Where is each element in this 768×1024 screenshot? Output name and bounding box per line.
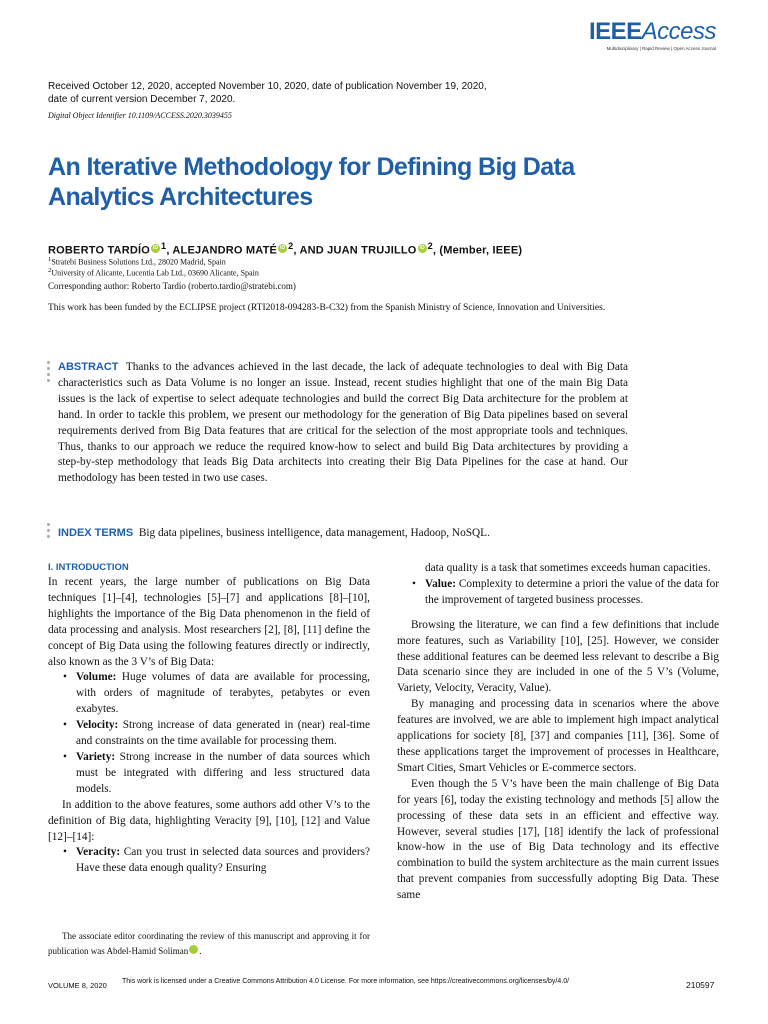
list-item-text: Huge volumes of data are available for processing, with orders of magnitude of terabytes, petabytes or even exabytes. <box>76 671 370 716</box>
orcid-icon[interactable]: iD <box>152 245 159 251</box>
paragraph: In addition to the above features, some authors add other V’s to the definition of Big data, highlighting Veracity [9], [10], [12] and Value [12]–[14]: <box>48 798 370 843</box>
feature-list <box>48 670 370 797</box>
dates-line-1: Received October 12, 2020, accepted November 10, 2020, date of publication November 19, 2020, <box>48 81 487 92</box>
editor-footnote: The associate editor coordinating the review of this manuscript and approving it for publication was Abdel-Hamid Soliman iD. <box>48 931 370 956</box>
orcid-icon[interactable]: iD <box>419 245 425 251</box>
author-1: ROBERTO TARDÍO <box>48 244 151 257</box>
abstract-label: ABSTRACT <box>58 361 119 373</box>
list-item-text: Strong increase in the number of data sources which must be integrated with differing and less structured data models. <box>76 750 370 795</box>
orcid-icon[interactable]: iD <box>279 245 286 251</box>
list-item-term: Velocity: <box>76 719 119 732</box>
footer-license[interactable]: This work is licensed under a Creative Commons Attribution 4.0 License. For more information, see https://creativecommons.org/licenses/by/4.0/ <box>122 978 570 985</box>
author-3-affil: 2 <box>427 241 433 251</box>
doi: Digital Object Identifier 10.1109/ACCESS.2020.3039455 <box>48 111 232 120</box>
affiliation-1-number: 1 <box>48 256 52 263</box>
feature-list <box>48 845 370 877</box>
journal-logo <box>589 20 716 51</box>
author-3: , AND JUAN TRUJILLO <box>293 244 417 257</box>
logo-access: Access <box>641 18 716 45</box>
paragraph: By managing and processing data in scenarios where the above features are involved, we are able to implement high impact analytical applications for society [8], [37] and companies [11], [36]. Some of these applications target the improvement of processes in Healthcare, Smart Cities, Smart Vehicles or E-commerce sectors. <box>397 698 719 774</box>
abstract <box>58 360 628 487</box>
list-item-term: Veracity: <box>76 846 121 859</box>
corresponding-author: Corresponding author: Roberto Tardío (roberto.tardio@stratebi.com) <box>48 281 296 291</box>
list-item <box>425 577 719 609</box>
logo-ieee: IEEE <box>588 18 642 45</box>
list-item <box>76 718 370 750</box>
footer-volume: VOLUME 8, 2020 <box>48 981 107 990</box>
list-item-continued <box>425 561 719 577</box>
index-terms-text: Big data pipelines, business intelligence, data management, Hadoop, NoSQL. <box>138 527 490 539</box>
index-terms-marker <box>47 523 50 541</box>
affiliation-1 <box>48 256 226 267</box>
index-terms-label: INDEX TERMS <box>58 527 134 539</box>
author-3-membership: , (Member, IEEE) <box>432 244 523 257</box>
list-item-term: Value: <box>425 577 456 590</box>
affiliation-2-number: 2 <box>48 267 52 274</box>
author-1-affil: 1 <box>161 241 167 251</box>
dates-line-2: date of current version December 7, 2020. <box>48 94 236 105</box>
list-item <box>76 750 370 798</box>
author-list <box>48 241 522 257</box>
footnote-text: The associate editor coordinating the review of this manuscript and approving it for publication was Abdel-Hamid Soliman <box>48 931 370 956</box>
affiliation-2 <box>48 267 259 278</box>
list-item-text: Complexity to determine a priori the value of the data for the improvement of targeted business processes. <box>425 577 719 606</box>
paragraph: Even though the 5 V’s have been the main challenge of Big Data for years [6], today the existing technology and methods [5] allow the processing of these data sets in an efficient and effective way. However, several studies [17], [18] identify the lack of professional know-how in the use of Big Data technology and its effective combination to build the system architecture as the main current issues that prevent companies from successfully adopting Big Data. These same <box>397 777 719 902</box>
list-item-term: Volume: <box>76 671 117 684</box>
paper-title: An Iterative Methodology for Defining Big Data Analytics Architectures <box>48 153 575 211</box>
feature-list <box>397 561 719 609</box>
affiliation-1-text: Stratebi Business Solutions Ltd., 28020 Madrid, Spain <box>51 257 226 267</box>
list-item <box>76 670 370 718</box>
paragraph: Browsing the literature, we can find a few definitions that include more features, such as Variability [10], [25]. However, we consider these additional features can be deemed less relevant to describe a Big Data scenario since they are included in one of the 5 V’s (Volume, Variety, Velocity, Veracity, Value). <box>397 618 719 695</box>
funding-note: This work has been funded by the ECLIPSE project (RTI2018-094283-B-C32) from the Spanish Ministry of Science, Innovation and Universities. <box>48 303 606 313</box>
orcid-icon[interactable]: iD <box>189 945 198 954</box>
body-column-2 <box>397 561 719 904</box>
list-item-text: data quality is a task that sometimes exceeds human capacities. <box>425 562 711 574</box>
footer-page-number: 210597 <box>686 980 715 990</box>
logo-tagline: Multidisciplinary | Rapid Review | Open Access Journal <box>606 46 716 51</box>
abstract-text: Thanks to the advances achieved in the last decade, the lack of adequate technologies to deal with Big Data characteristics such as Data Volume is no longer an issue. Instead, recent studies highlight that one of the main Big Data issues is the lack of expertise to select adequate technologies and build the correct Big Data architecture for the problem at hand. In order to tackle this problem, we present our methodology for the generation of Big Data pipelines based on several requirements derived from Big Data features that are critical for the selection of the most appropriate tools and techniques. Thus, thanks to our approach we reduce the required know-how to select and build Big Data architectures by providing a step-by-step methodology that leads Big Data architects into creating their Big Data Pipelines for the case at hand. Our methodology has been tested in two use cases. <box>58 361 628 485</box>
affiliation-2-text: University of Alicante, Lucentia Lab Ltd., 03690 Alicante, Spain <box>51 268 259 278</box>
author-2-affil: 2 <box>288 241 294 251</box>
body-column-1 <box>48 561 370 877</box>
author-2: , ALEJANDRO MATÉ <box>166 244 278 257</box>
paragraph: In recent years, the large number of publications on Big Data techniques [1]–[4], technologies [5]–[7] and applications [8]–[10], highlights the importance of the Big Data phenomenon in the field of data processing and analysis. Most researchers [2], [8], [11] define the concept of Big Data using the following features directly or indirectly, also known as the 3 V’s of Big Data: <box>48 576 370 668</box>
abstract-marker <box>47 361 50 385</box>
section-heading: I. INTRODUCTION <box>48 562 129 573</box>
publication-dates <box>48 80 508 106</box>
list-item-text: Strong increase of data generated in (near) real-time and constraints on the time available for processing them. <box>76 719 370 748</box>
list-item <box>76 845 370 877</box>
list-item-text: Can you trust in selected data sources and providers? Have these data enough quality? Ensuring <box>76 846 370 875</box>
list-item-term: Variety: <box>76 750 116 763</box>
index-terms <box>58 527 490 539</box>
